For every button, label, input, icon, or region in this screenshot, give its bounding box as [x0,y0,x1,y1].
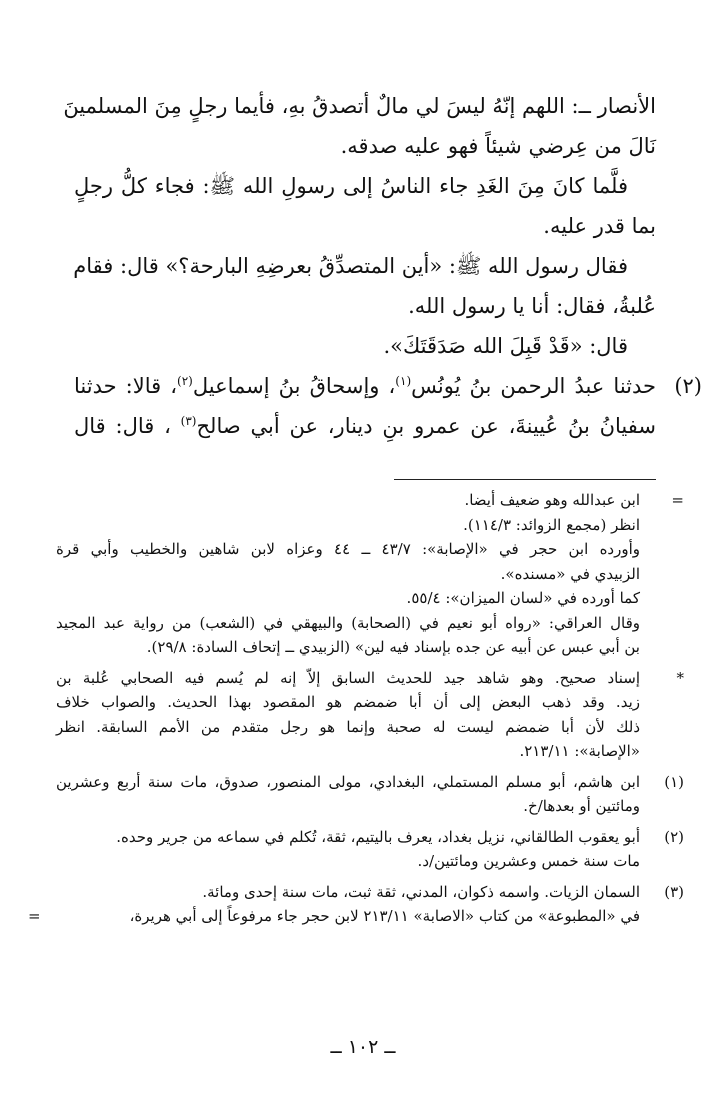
footnote-line: الزبيدي في «مسنده». [500,564,640,583]
continuation-end-mark: = [28,907,41,925]
hadith-number: (٢) [674,374,702,398]
main-line-1: الأنصار ــ: اللهم إنّهُ ليسَ لي مالٌ أتصدقُ بهِ، فأيما رجلٍ مِنَ المسلمينَ [63,94,656,118]
main-line-2: نَالَ من عِرضي شيئاً فهو عليه صدقه. [340,134,656,158]
hadith-2 [74,366,702,446]
main-line-7: قال: «قَدْ قَبِلَ الله صَدَقَتَكَ». [383,334,628,358]
footnotes [28,488,684,935]
footnote-star [56,666,684,764]
footnote-separator [394,479,656,480]
footnote-ref-3[interactable]: (٣) [180,414,197,428]
footnote-line: ومائتين أو بعدها/خ. [523,797,640,815]
continuation-mark: = [671,491,684,509]
footnote-line [28,904,640,929]
main-line-9: سفيانُ بنُ عُيينةَ، عن عمرو بنِ دينار، عن أبي صالح$^{(٣)}$ ، قال: قال [74,414,656,438]
main-line-6: عُلبةُ، فقال: أنا يا رسول الله. [408,294,656,318]
footnote-1-mark: (١) [664,772,684,791]
footnote-1 [56,770,684,819]
main-line-3: فلَّما كانَ مِنَ الغَدِ جاء الناسُ إلى رسولِ الله ﷺ: فجاء كلُّ رجلٍ [74,174,628,198]
footnote-line: وأورده ابن حجر في «الإصابة»: ٤٣/٧ ــ ٤٤ وعزاه لابن شاهين والخطيب وأبي قرة [56,540,641,558]
footnote-line: ابن هاشم، أبو مسلم المستملي، البغدادي، مولى المنصور، صدوق، مات سنة أربع وعشرين [56,772,640,791]
footnote-2-mark: (٢) [664,827,684,846]
footnote-line: ابن عبدالله وهو ضعيف أيضا. [464,491,640,509]
footnote-3 [28,880,684,929]
footnote-line: أبو يعقوب الطالقاني، نزيل بغداد، يعرف باليتيم، ثقة، تُكلم في سماعه من جرير وحده. [116,827,640,846]
footnote-line: إسناد صحيح. وهو شاهد جيد للحديث السابق إلاّ إنه لم يُسم فيه الصحابي عُلبة بن [56,668,640,687]
footnote-line: بن أبي عبس عن أبيه عن جده بإسناد فيه لين» (الزبيدي ــ إتحاف السادة: ٢٩/٨). [146,638,640,656]
footnote-line: ذلك لأن أبا ضمضم ليست له صحبة وإنما هو رجل متقدم من الأمم السابقة. انظر [56,717,640,736]
main-line-8: حدثنا عبدُ الرحمن بنُ يُونُس$^{(١)}$، وإسحاقُ بنُ إسماعيل$^{(٢)}$، قالا: حدثنا [74,374,657,398]
footnote-ref-1[interactable]: (١) [395,374,412,388]
footnote-line: «الإصابة»: ٢١٣/١١. [519,742,640,760]
footnote-line: زيد. وقد ذهب البعض إلى أن أبا ضمضم هو المقصود بهذا الحديث. والصواب خلاف [56,693,640,711]
footnote-line: انظر (مجمع الزوائد: ١١٤/٣). [463,515,640,534]
page-number: ــ ١٠٢ ــ [330,1036,396,1058]
footnote-line: وقال العراقي: «رواه أبو نعيم في (الصحابة) والبيهقي في (الشعب) من رواية عبد المجيد [56,613,640,632]
footnote-ref-2[interactable]: (٢) [177,374,193,388]
footnote-3-mark: (٣) [664,882,684,901]
main-line-5: فقال رسول الله ﷺ: «أين المتصدِّقُ بعرضِهِ البارحة؟» قال: فقام [73,254,628,278]
main-text [63,86,702,446]
footnote-line: كما أورده في «لسان الميزان»: ٥٥/٤. [406,589,640,607]
footnote-continued [56,488,684,660]
star-mark: * [676,668,684,687]
footnote-line: مات سنة خمس وعشرين ومائتين/د. [417,852,640,870]
main-line-4: بما قدر عليه. [543,214,656,238]
footnote-line-text: في «المطبوعة» من كتاب «الاصابة» ٢١٣/١١ لابن حجر جاء مرفوعاً إلى أبي هريرة، [129,907,640,925]
footnote-line: السمان الزيات. واسمه ذكوان، المدني، ثقة ثبت، مات سنة إحدى ومائة. [202,882,640,901]
footnote-2 [56,825,684,874]
